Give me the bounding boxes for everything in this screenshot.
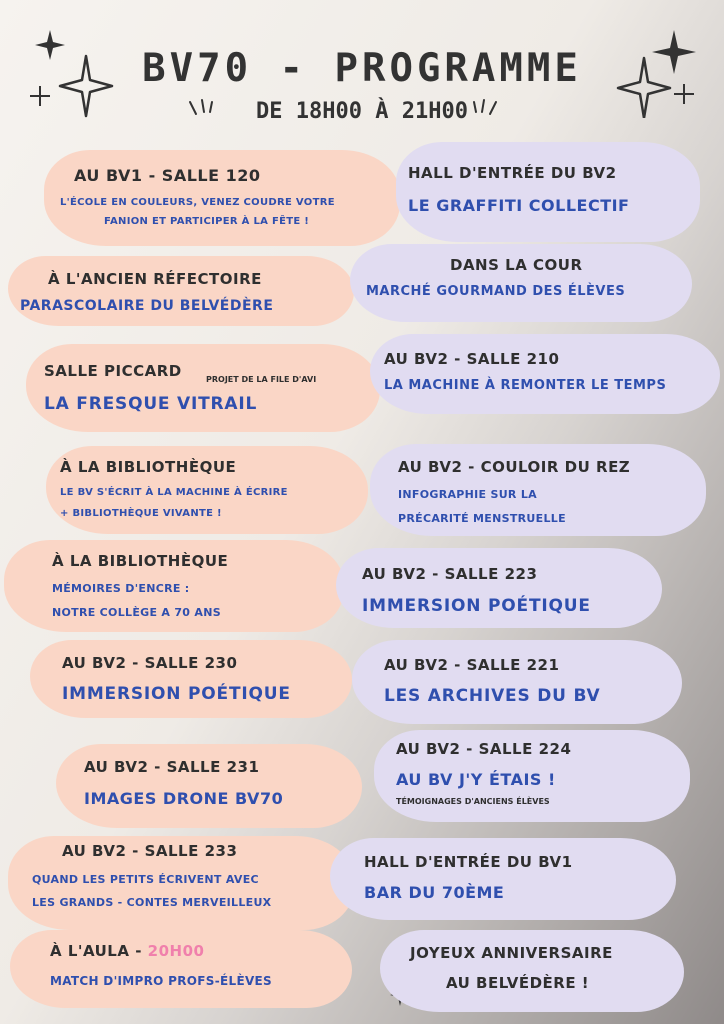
item-desc: PARASCOLAIRE DU BELVÉDÈRE <box>20 298 274 314</box>
blob-11 <box>30 640 352 718</box>
blob-3 <box>8 256 354 326</box>
item-place: À LA BIBLIOTHÈQUE <box>52 552 229 570</box>
item-place: À L'ANCIEN RÉFECTOIRE <box>48 270 262 288</box>
item-desc: LA FRESQUE VITRAIL <box>44 394 258 414</box>
item-place: JOYEUX ANNIVERSAIRE <box>410 944 613 962</box>
item-time: 20H00 <box>147 942 205 960</box>
item-place-label: À L'AULA - <box>50 942 148 960</box>
item-desc: L'ÉCOLE EN COULEURS, VENEZ COUDRE VOTRE <box>60 197 335 208</box>
item-place: HALL D'ENTRÉE DU BV2 <box>408 164 617 182</box>
item-place <box>50 942 204 960</box>
item-place: AU BV2 - SALLE 233 <box>62 842 238 860</box>
item-place: HALL D'ENTRÉE DU BV1 <box>364 853 573 871</box>
item-desc: LA MACHINE À REMONTER LE TEMPS <box>384 378 667 393</box>
item-desc: INFOGRAPHIE SUR LA <box>398 488 537 501</box>
item-desc: FANION ET PARTICIPER À LA FÊTE ! <box>104 216 310 227</box>
item-note: PROJET DE LA FILE D'AVI <box>206 375 317 384</box>
item-desc: LE GRAFFITI COLLECTIF <box>408 196 630 215</box>
blob-16 <box>330 838 676 920</box>
item-place: AU BV2 - SALLE 223 <box>362 565 538 583</box>
blob-10 <box>336 548 662 628</box>
item-desc: LES GRANDS - CONTES MERVEILLEUX <box>32 896 272 909</box>
item-place: AU BV2 - SALLE 230 <box>62 654 238 672</box>
item-desc: MARCHÉ GOURMAND DES ÉLÈVES <box>366 284 626 299</box>
page-title: BV70 - PROGRAMME <box>142 46 582 91</box>
item-place: AU BV2 - SALLE 221 <box>384 656 560 674</box>
item-desc: AU BELVÉDÈRE ! <box>446 974 590 992</box>
item-desc: NOTRE COLLÈGE A 70 ANS <box>52 606 221 619</box>
item-place: DANS LA COUR <box>450 256 583 274</box>
item-note: TÉMOIGNAGES D'ANCIENS ÉLÈVES <box>396 797 550 806</box>
item-desc: AU BV J'Y ÉTAIS ! <box>396 770 556 789</box>
item-desc: BAR DU 70ÈME <box>364 883 505 902</box>
item-desc: IMMERSION POÉTIQUE <box>362 596 591 616</box>
item-place: AU BV2 - SALLE 224 <box>396 740 572 758</box>
item-desc: MATCH D'IMPRO PROFS-ÉLÈVES <box>50 974 272 988</box>
item-desc: PRÉCARITÉ MENSTRUELLE <box>398 512 566 525</box>
page-subtitle: DE 18H00 À 21H00 <box>256 99 468 124</box>
blob-18 <box>380 930 684 1012</box>
blob-2 <box>396 142 700 242</box>
item-desc: + BIBLIOTHÈQUE VIVANTE ! <box>60 508 222 519</box>
item-desc: MÉMOIRES D'ENCRE : <box>52 582 190 595</box>
item-place: SALLE PICCARD <box>44 362 182 380</box>
item-place: AU BV1 - SALLE 120 <box>74 166 261 185</box>
item-place: À LA BIBLIOTHÈQUE <box>60 458 237 476</box>
item-place: AU BV2 - COULOIR DU REZ <box>398 458 631 476</box>
item-desc: LE BV S'ÉCRIT À LA MACHINE À ÉCRIRE <box>60 487 288 498</box>
item-place: AU BV2 - SALLE 231 <box>84 758 260 776</box>
item-place: AU BV2 - SALLE 210 <box>384 350 560 368</box>
item-desc: IMMERSION POÉTIQUE <box>62 684 291 704</box>
blob-6 <box>370 334 720 414</box>
item-desc: QUAND LES PETITS ÉCRIVENT AVEC <box>32 873 259 886</box>
blob-12 <box>352 640 682 724</box>
blob-14 <box>56 744 362 828</box>
item-desc: LES ARCHIVES DU BV <box>384 686 601 706</box>
blob-5 <box>26 344 380 432</box>
item-desc: IMAGES DRONE BV70 <box>84 789 284 808</box>
